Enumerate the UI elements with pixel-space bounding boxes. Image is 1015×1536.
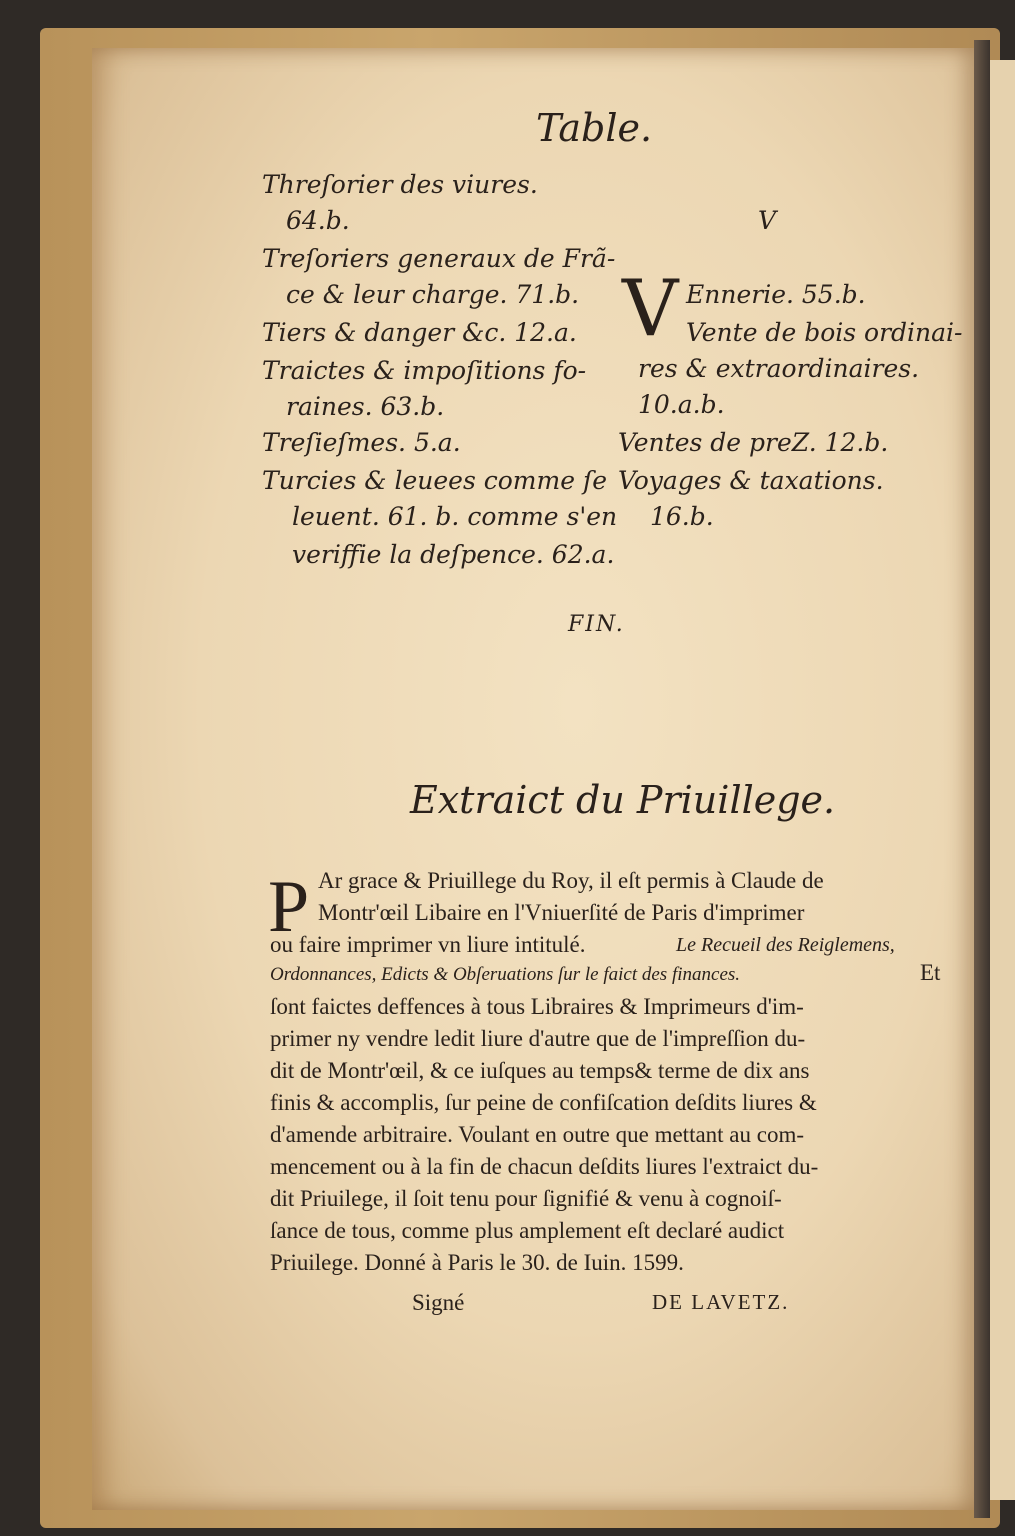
index-entry: veriffie la deſpence. 62.a. [292,540,615,569]
index-entry: Treſoriers generaux de Frã- [262,244,616,273]
index-entry: Traictes & impoſitions fo- [262,356,587,385]
privilege-line: Et [920,960,941,985]
index-entry: 10.a.b. [638,390,725,419]
section-title: Extraict du Priuillege. [410,778,836,822]
index-entry: Vente de bois ordinai- [686,318,963,347]
index-entry: 64.b. [286,206,350,235]
privilege-title-italic: Ordonnances, Edicts & Obſeruations ſur le faict des finances. [270,964,741,985]
privilege-line: finis & accomplis, ſur peine de confiſcation deſdits liures & [270,1090,817,1115]
index-entry: Voyages & taxations. [618,466,884,495]
fin-marker: FIN. [568,612,625,637]
index-entry: Treſieſmes. 5.a. [262,428,461,457]
section-letter: V [758,206,777,235]
privilege-line: ou faire imprimer vn liure intitulé. [270,932,586,957]
index-entry: 16.b. [650,502,714,531]
signature-name: DE LAVETZ. [652,1290,790,1314]
privilege-line: Ar grace & Priuillege du Roy, il eſt permis à Claude de [318,868,824,893]
index-entry: res & extraordinaires. [638,354,920,383]
index-entry: Threſorier des viures. [262,170,538,199]
privilege-line: dit de Montr'œil, & ce iuſques au temps& terme de dix ans [270,1058,810,1083]
signature-label: Signé [412,1290,465,1315]
page-header: Table. [536,106,653,150]
drop-cap-p: P [268,866,310,948]
privilege-title-italic: Le Recueil des Reiglemens, [676,934,895,956]
index-entry: leuent. 61. b. comme s'en [292,502,618,531]
index-entry: Turcies & leuees comme ſe [262,466,608,495]
privilege-line: Montr'œil Libaire en l'Vniuerſité de Paris d'imprimer [318,900,805,925]
privilege-line: dit Priuilege, il ſoit tenu pour ſignifié & venu à cognoiſ- [270,1186,782,1211]
privilege-line: ſont faictes deffences à tous Libraires & Imprimeurs d'im- [270,994,804,1019]
index-entry: Ennerie. 55.b. [686,280,866,309]
privilege-line: primer ny vendre ledit liure d'autre que de l'impreſſion du- [270,1026,806,1051]
privilege-line: mencement ou à la fin de chacun deſdits liures l'extraict du- [270,1154,819,1179]
privilege-line: ſance de tous, comme plus amplement eſt declaré audict [270,1218,785,1243]
page-gutter [974,40,990,1518]
index-entry: raines. 63.b. [286,392,445,421]
index-entry: Tiers & danger &c. 12.a. [262,318,577,347]
index-entry: ce & leur charge. 71.b. [286,280,580,309]
drop-cap-v: V [622,264,679,354]
privilege-line: Priuilege. Donné à Paris le 30. de Iuin. 1599. [270,1250,684,1275]
facing-page-edge [990,60,1015,1500]
privilege-line: d'amende arbitraire. Voulant en outre que mettant au com- [270,1122,805,1147]
index-entry: Ventes de preZ. 12.b. [618,428,889,457]
